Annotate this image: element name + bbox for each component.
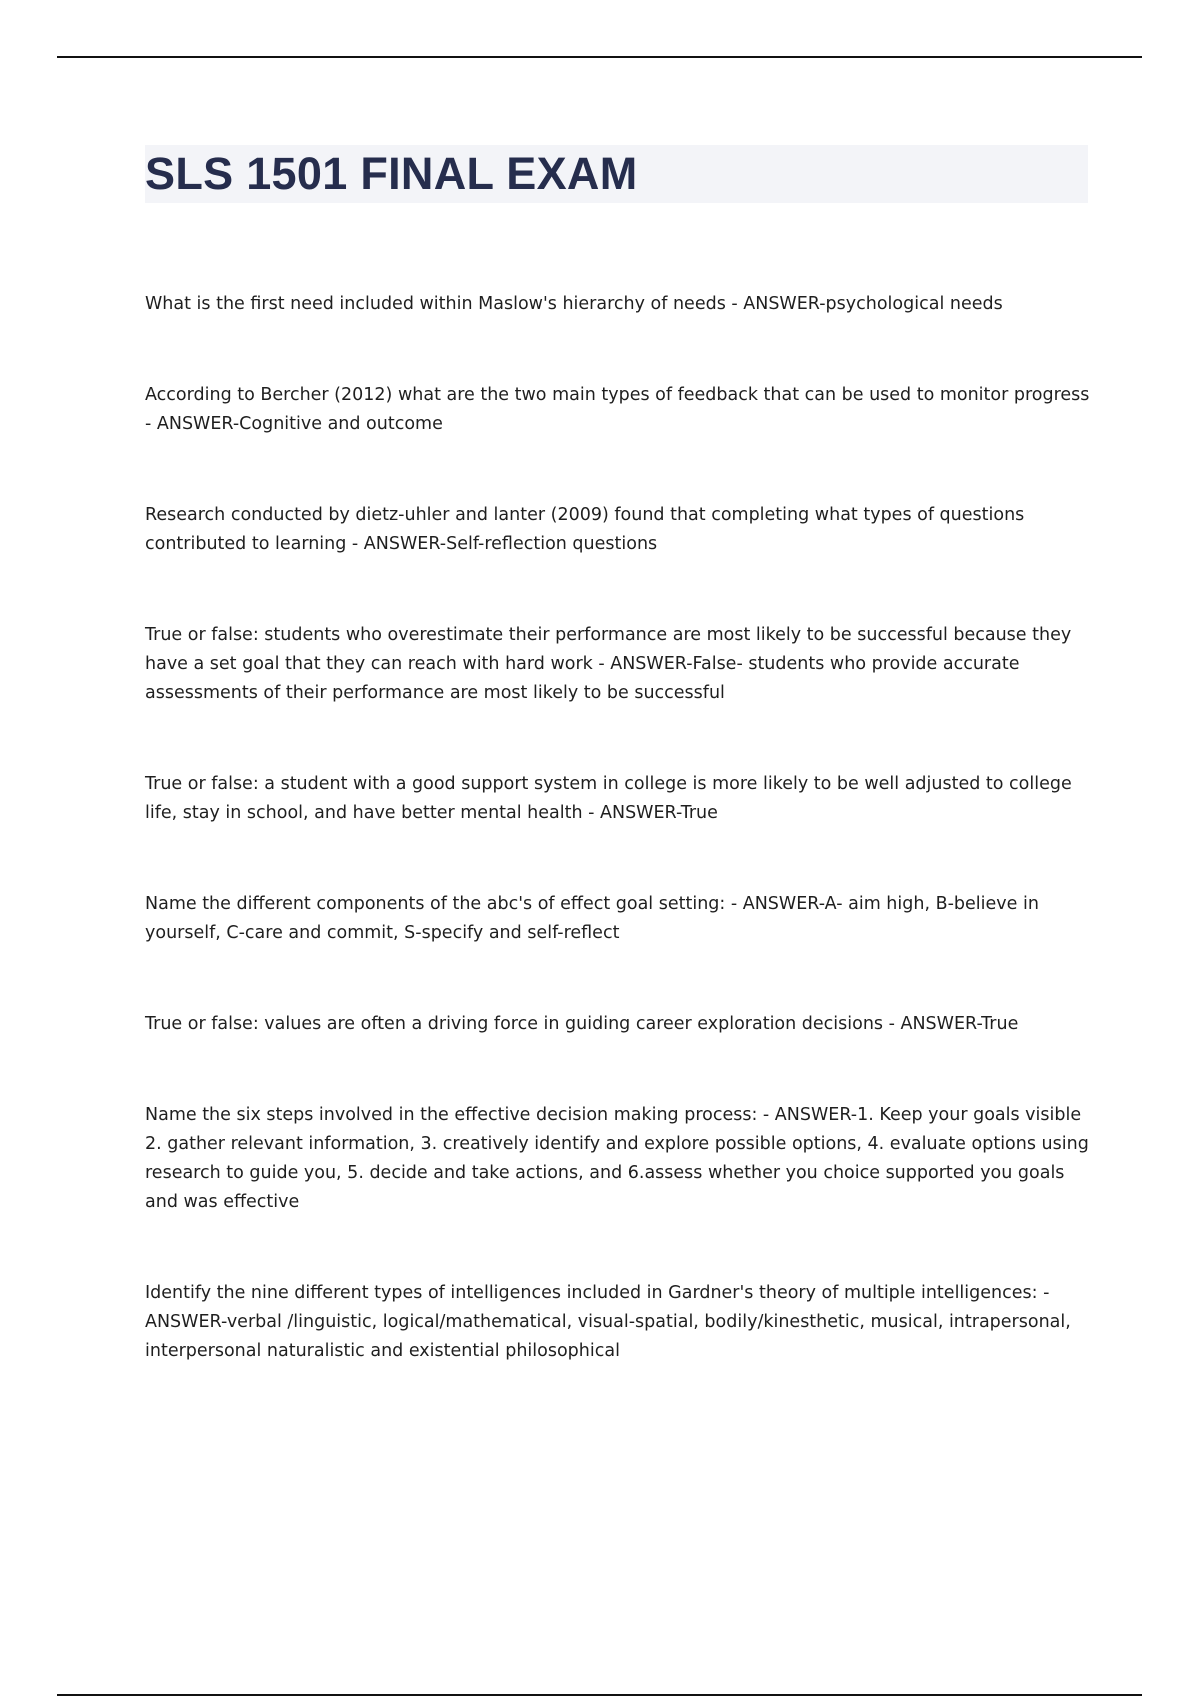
qa-item-decision-making: Name the six steps involved in the effective decision making process: - ANSWER-1. Keep your goals visible 2. gather relevant information, 3. creatively identify and explore possible options, 4. evaluate options using research to guide you, 5. decide and take actions, and 6.assess whether you choice supported you goals and was effective (145, 1105, 1089, 1212)
header-rule (57, 56, 1142, 58)
qa-item-overestimate: True or false: students who overestimate their performance are most likely to be successful because they have a set goal that they can reach with hard work - ANSWER-False- students who provide accurate assessments of their performance are most likely to be successful (145, 625, 1072, 703)
page-title: SLS 1501 FINAL EXAM (145, 148, 638, 199)
qa-item-feedback: According to Bercher (2012) what are the two main types of feedback that can be used to monitor progress - ANSWER-Cognitive and outcome (145, 385, 1090, 434)
qa-item-values: True or false: values are often a driving force in guiding career exploration decisions - ANSWER-True (145, 1014, 1019, 1034)
qa-item-intelligences: Identify the nine different types of intelligences included in Gardner's theory of multiple intelligences: - ANSWER-verbal /linguistic, logical/mathematical, visual-spatial, bodily/kinesthetic, musical, intrapersonal, interpersonal naturalistic and existential philosophical (145, 1283, 1071, 1361)
qa-item-goal-setting: Name the different components of the abc's of effect goal setting: - ANSWER-A- aim high, B-believe in yourself, C-care and commit, S-specify and self-reflect (145, 894, 1039, 943)
qa-list (145, 290, 1090, 1428)
qa-item-research: Research conducted by dietz-uhler and lanter (2009) found that completing what types of questions contributed to learning - ANSWER-Self-reflection questions (145, 505, 1025, 554)
footer-rule (57, 1694, 1142, 1696)
qa-item-support-system: True or false: a student with a good support system in college is more likely to be well adjusted to college life, stay in school, and have better mental health - ANSWER-True (145, 774, 1072, 823)
qa-item-maslow: What is the first need included within Maslow's hierarchy of needs - ANSWER-psychological needs (145, 294, 1003, 314)
